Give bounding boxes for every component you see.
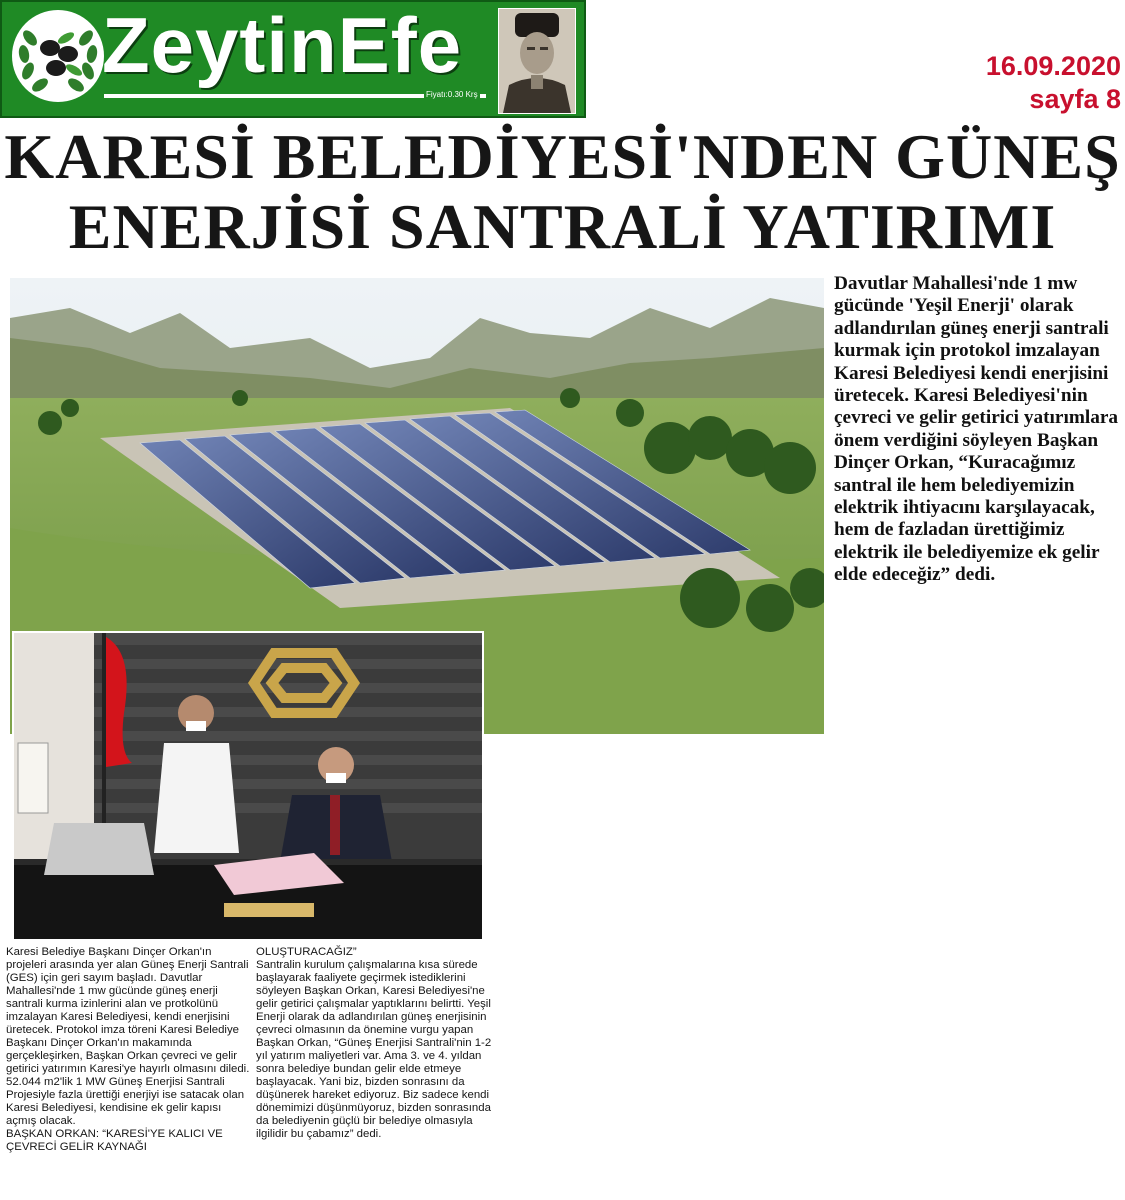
issue-date: 16.09.2020 bbox=[985, 51, 1121, 81]
headline bbox=[0, 122, 1125, 262]
masthead bbox=[0, 0, 586, 118]
masthead-title: ZeytinEfe bbox=[102, 1, 463, 89]
page-number: sayfa 8 bbox=[1029, 84, 1121, 114]
lead-paragraph: Davutlar Mahallesi'nde 1 mw gücünde 'Yeşil Enerji' olarak adlandırılan güneş enerji santrali kurmak için protokol imzalayan Karesi Belediyesi kendi enerjisini üretecek. Karesi Belediyesi'nin çevreci ve gelir getirici yatırımlara önem verdiğini söyleyen Başkan Dinçer Orkan, “Kuracağımız santral ile hem belediyemizin elektrik ihtiyacını karşılayacak, hem de fazladan ürettiğimiz elektrik ile belediyemize ek gelir elde edeceğiz” dedi. bbox=[834, 273, 1119, 586]
dateline bbox=[986, 50, 1121, 116]
body-text-2: Santralin kurulum çalışmalarına kısa sürede başlayarak faaliyete geçirmek istediklerini söyleyen Başkan Orkan, Karesi Belediyesi'ne gelir getirici çalışmalar yaptıklarını belirtti. Yeşil Enerji olarak da adlandırılan güneş enerjisinin çevreci olmasının da önemine vurgu yapan Başkan Orkan, “Güneş Enerjisi Santrali'nin 1-2 yıl yatırım maliyetleri var. Ama 3. ve 4. yıldan sonra belediye bundan gelir elde etmeye başlayacak. Yani biz, bizden sonrasını da düşünerek hareket ediyoruz. Biz sadece kendi dönemimizi düşünmüyoruz, bizden sonrasında da belediyenin güçlü bir belediye olmasıyla ilgilidir bu çabamız” dedi. bbox=[256, 959, 492, 1140]
subhead-continued: OLUŞTURACAĞIZ” bbox=[256, 946, 357, 958]
headline-line-1: KARESİ BELEDİYESİ'NDEN GÜNEŞ bbox=[4, 121, 1121, 192]
signing-ceremony-icon bbox=[14, 633, 482, 939]
body-column-1 bbox=[6, 946, 251, 1154]
price-label: Fiyatı:0.30 Krş bbox=[426, 90, 478, 99]
body-column-2 bbox=[256, 946, 501, 1141]
headline-line-2: ENERJİSİ SANTRALİ YATIRIMI bbox=[68, 191, 1057, 262]
ataturk-portrait bbox=[498, 8, 576, 114]
portrait-icon bbox=[499, 9, 575, 113]
signing-ceremony-image bbox=[12, 631, 484, 941]
olive-wreath-logo-icon bbox=[10, 8, 106, 104]
body-text-1: Karesi Belediye Başkanı Dinçer Orkan'ın projeleri arasında yer alan Güneş Enerji Santrali (GES) için geri sayım başladı. Davutlar Mahallesi'nde 1 mw gücünde güneş enerji santrali kurma izinlerini alan ve protkolünü imzalayan Karesi Belediyesi, kendi enerjisini üretecek. Protokol imza töreni Karesi Belediye Başkanı Dinçer Orkan'ın makamında gerçekleşirken, Başkan Orkan çevreci ve gelir getirici yatırımın Karesi'ye hayırlı olmasını diledi. 52.044 m2'lik 1 MW Güneş Enerjisi Santrali Projesiyle fazla ürettiği enerjiyi ise satacak olan Karesi Belediyesi, kendisine ek gelir kapısı açmış olacak. bbox=[6, 946, 250, 1127]
subhead: BAŞKAN ORKAN: “KARESİ'YE KALICI VE ÇEVRECİ GELİR KAYNAĞI bbox=[6, 1128, 223, 1153]
